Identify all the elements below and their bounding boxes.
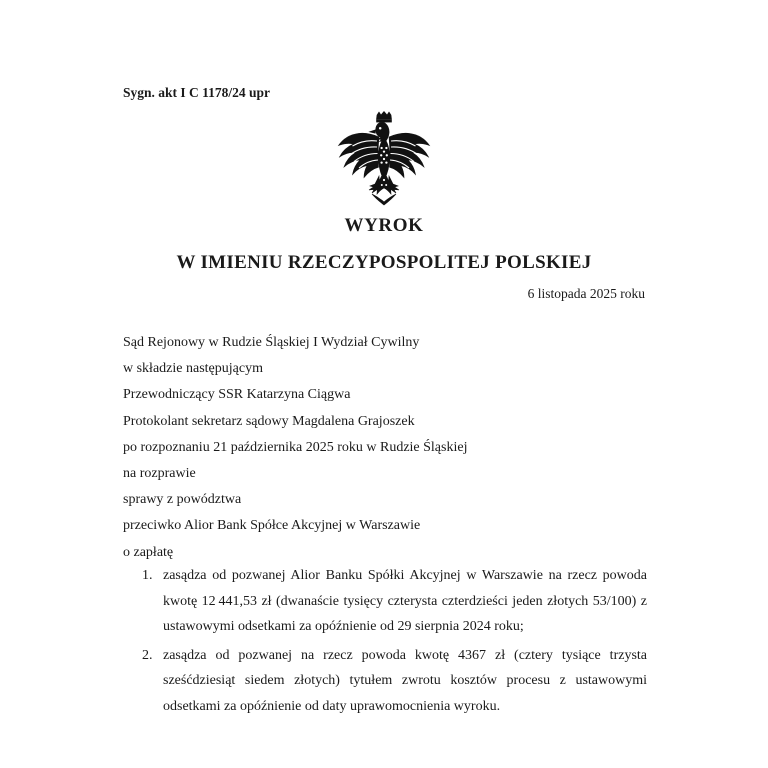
document-title: WYROK [344,215,424,236]
composition-line: Przewodniczący SSR Katarzyna Ciągwa [123,387,351,403]
ruling-item [123,563,647,640]
composition-line: Sąd Rejonowy w Rudzie Śląskiej I Wydział Cywilny [123,335,420,350]
composition-line: przeciwko Alior Bank Spółce Akcyjnej w Warszawie [123,518,421,534]
case-number: Sygn. akt I C 1178/24 upr [123,85,271,100]
composition-line: po rozpoznaniu 21 października 2025 roku w Rudzie Śląskiej [123,439,468,455]
composition-line: sprawy z powództwa [123,492,242,508]
ruling-number: 1. [142,568,153,583]
ruling-text: zasądza od pozwanej Alior Banku Spółki Akcyjnej w Warszawie na rzecz powoda kwotę 12 441,53 zł (dwanaście tysięcy czterysta czterdzieści jeden złotych 53/100) z ustawowymi odsetkami za opóźnienie od 29 sierpnia 2024 roku; [163,568,647,634]
composition-line: na rozprawie [123,466,196,482]
ruling-item [123,643,647,720]
composition-line: w składzie następującym [123,361,263,377]
ruling-list [123,563,647,722]
ruling-text: zasądza od pozwanej na rzecz powoda kwotę 4367 zł (cztery tysiące trzysta sześćdziesiąt siedem złotych) tytułem zwrotu kosztów procesu z ustawowymi odsetkami za opóźnienie od daty uprawomocnienia wyroku. [163,647,647,714]
polish-eagle-emblem [334,110,434,206]
document-date: 6 listopada 2025 roku [527,286,645,301]
composition-line: o zapłatę [123,544,174,560]
court-composition-block [123,330,653,566]
composition-line: Protokolant sekretarz sądowy Magdalena Grajoszek [123,413,415,429]
document-subtitle: W IMIENIU RZECZYPOSPOLITEJ POLSKIEJ [176,252,592,273]
ruling-number: 2. [142,647,153,663]
